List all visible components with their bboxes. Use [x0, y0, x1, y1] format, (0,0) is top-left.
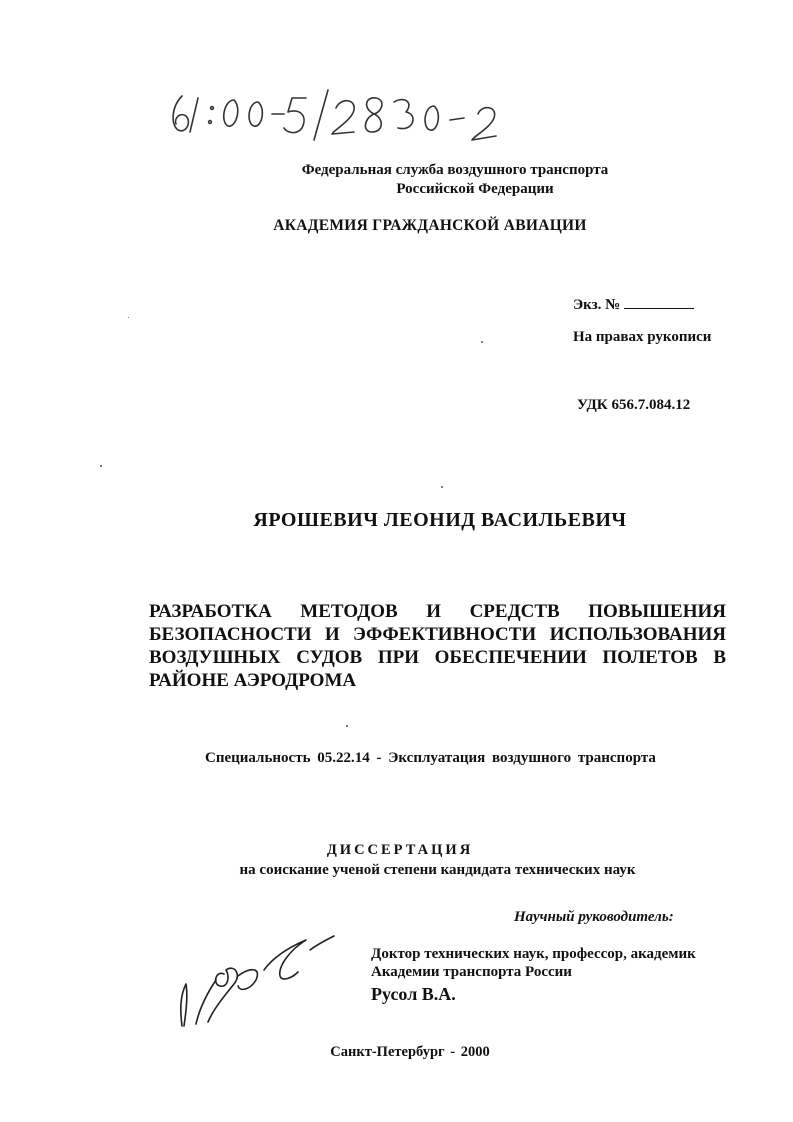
manuscript-rights: На правах рукописи [573, 329, 712, 345]
author-name: ЯРОШЕВИЧ ЛЕОНИД ВАСИЛЬЕВИЧ [253, 509, 627, 531]
copy-number-field [573, 294, 694, 314]
title-line: БЕЗОПАСНОСТИ И ЭФФЕКТИВНОСТИ ИСПОЛЬЗОВАНИЯ [149, 624, 726, 645]
title-line: РАЗРАБОТКА МЕТОДОВ И СРЕДСТВ ПОВЫШЕНИЯ [149, 601, 726, 622]
scan-speck [128, 317, 129, 318]
scan-speck [441, 486, 443, 488]
scan-speck [346, 725, 348, 727]
dissertation-title [149, 600, 726, 692]
academy-name: АКАДЕМИЯ ГРАЖДАНСКОЙ АВИАЦИИ [273, 217, 587, 234]
degree-statement: на соискание ученой степени кандидата технических наук [239, 862, 636, 878]
dissertation-label: ДИССЕРТАЦИЯ [326, 842, 474, 858]
supervisor-credentials-1: Доктор технических наук, профессор, академик [371, 946, 696, 962]
handwritten-archive-code [168, 78, 538, 148]
signature [168, 930, 338, 1030]
copy-number-label: Экз. № [573, 297, 621, 313]
supervisor-name: Русол В.А. [371, 984, 456, 1004]
title-line: ВОЗДУШНЫХ СУДОВ ПРИ ОБЕСПЕЧЕНИИ ПОЛЕТОВ В [149, 647, 726, 668]
copy-number-blank [624, 294, 694, 309]
supervisor-credentials-2: Академии транспорта России [371, 964, 572, 980]
specialty: Специальность 05.22.14 - Эксплуатация воздушного транспорта [205, 750, 656, 766]
scan-speck [100, 465, 102, 467]
city-year: Санкт-Петербург - 2000 [330, 1044, 490, 1060]
title-line: РАЙОНЕ АЭРОДРОМА [149, 670, 357, 691]
ministry-line-2: Российской Федерации [396, 181, 554, 197]
supervisor-label: Научный руководитель: [514, 909, 674, 925]
ministry-line-1: Федеральная служба воздушного транспорта [301, 162, 609, 178]
scan-speck [481, 341, 483, 343]
udk-code: УДК 656.7.084.12 [577, 397, 691, 413]
